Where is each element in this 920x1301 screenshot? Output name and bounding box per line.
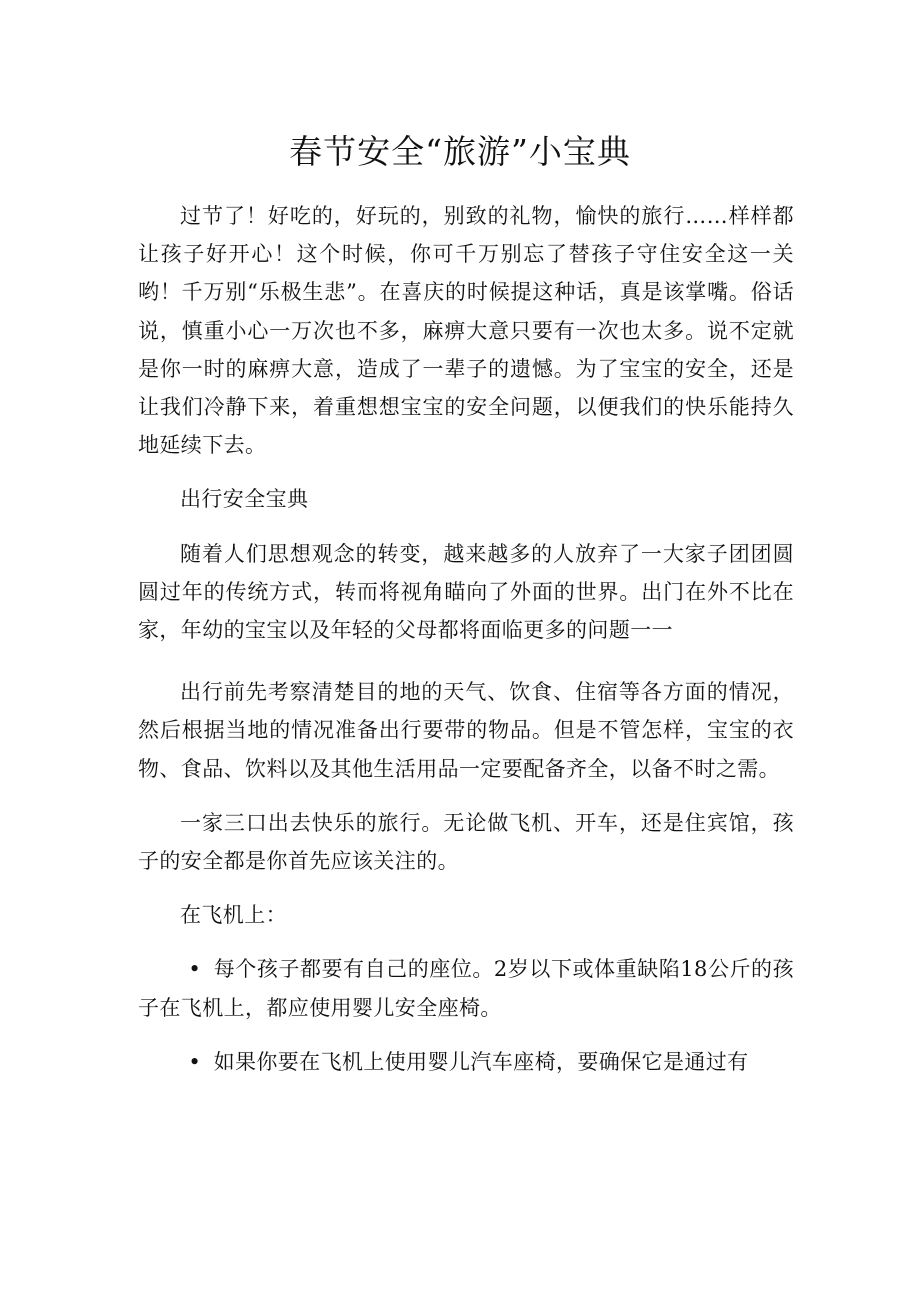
bullet-dot-icon: • (188, 957, 202, 982)
family-trip-paragraph: 一家三口出去快乐的旅行。无论做飞机、开车，还是住宾馆，孩子的安全都是你首先应该关注的。 (138, 810, 794, 874)
bullet-text: 如果你要在飞机上使用婴儿汽车座椅，要确保它是通过有 (213, 1049, 749, 1074)
preparation-paragraph: 出行前先考察清楚目的地的天气、饮食、住宿等各方面的情况，然后根据当地的情况准备出行要带的物品。但是不管怎样，宝宝的衣物、食品、饮料以及其他生活用品一定要配备齐全，以备不时之需。 (138, 680, 794, 781)
intro-paragraph: 过节了！好吃的，好玩的，别致的礼物，愉快的旅行……样样都让孩子好开心！这个时候，你可千万别忘了替孩子守住安全这一关哟！千万别“乐极生悲”。在喜庆的时候提这种话，真是该掌嘴。俗话说，慎重小心一万次也不多，麻痹大意只要有一次也太多。说不定就是你一时的麻痹大意，造成了一辈子的遗憾。为了宝宝的安全，还是让我们冷静下来，着重想想宝宝的安全问题，以便我们的快乐能持久地延续下去。 (138, 204, 794, 458)
section-heading-travel-safety: 出行安全宝典 (180, 487, 309, 512)
document-body (138, 197, 794, 1081)
travel-trend-paragraph: 随着人们思想观念的转变，越来越多的人放弃了一大家子团团圆圆过年的传统方式，转而将视角瞄向了外面的世界。出门在外不比在家，年幼的宝宝以及年轻的父母都将面临更多的问题一一 (138, 541, 794, 643)
bullet-text: 每个孩子都要有自己的座位。2岁以下或体重缺陷18公斤的孩子在飞机上，都应使用婴儿安全座椅。 (138, 957, 794, 1020)
bullet-item (138, 950, 794, 1026)
bullet-dot-icon: • (188, 1049, 202, 1074)
airplane-heading: 在飞机上： (180, 903, 287, 928)
bullet-item (138, 1043, 794, 1081)
document-title: 春节安全“旅游”小宝典 (289, 132, 631, 171)
